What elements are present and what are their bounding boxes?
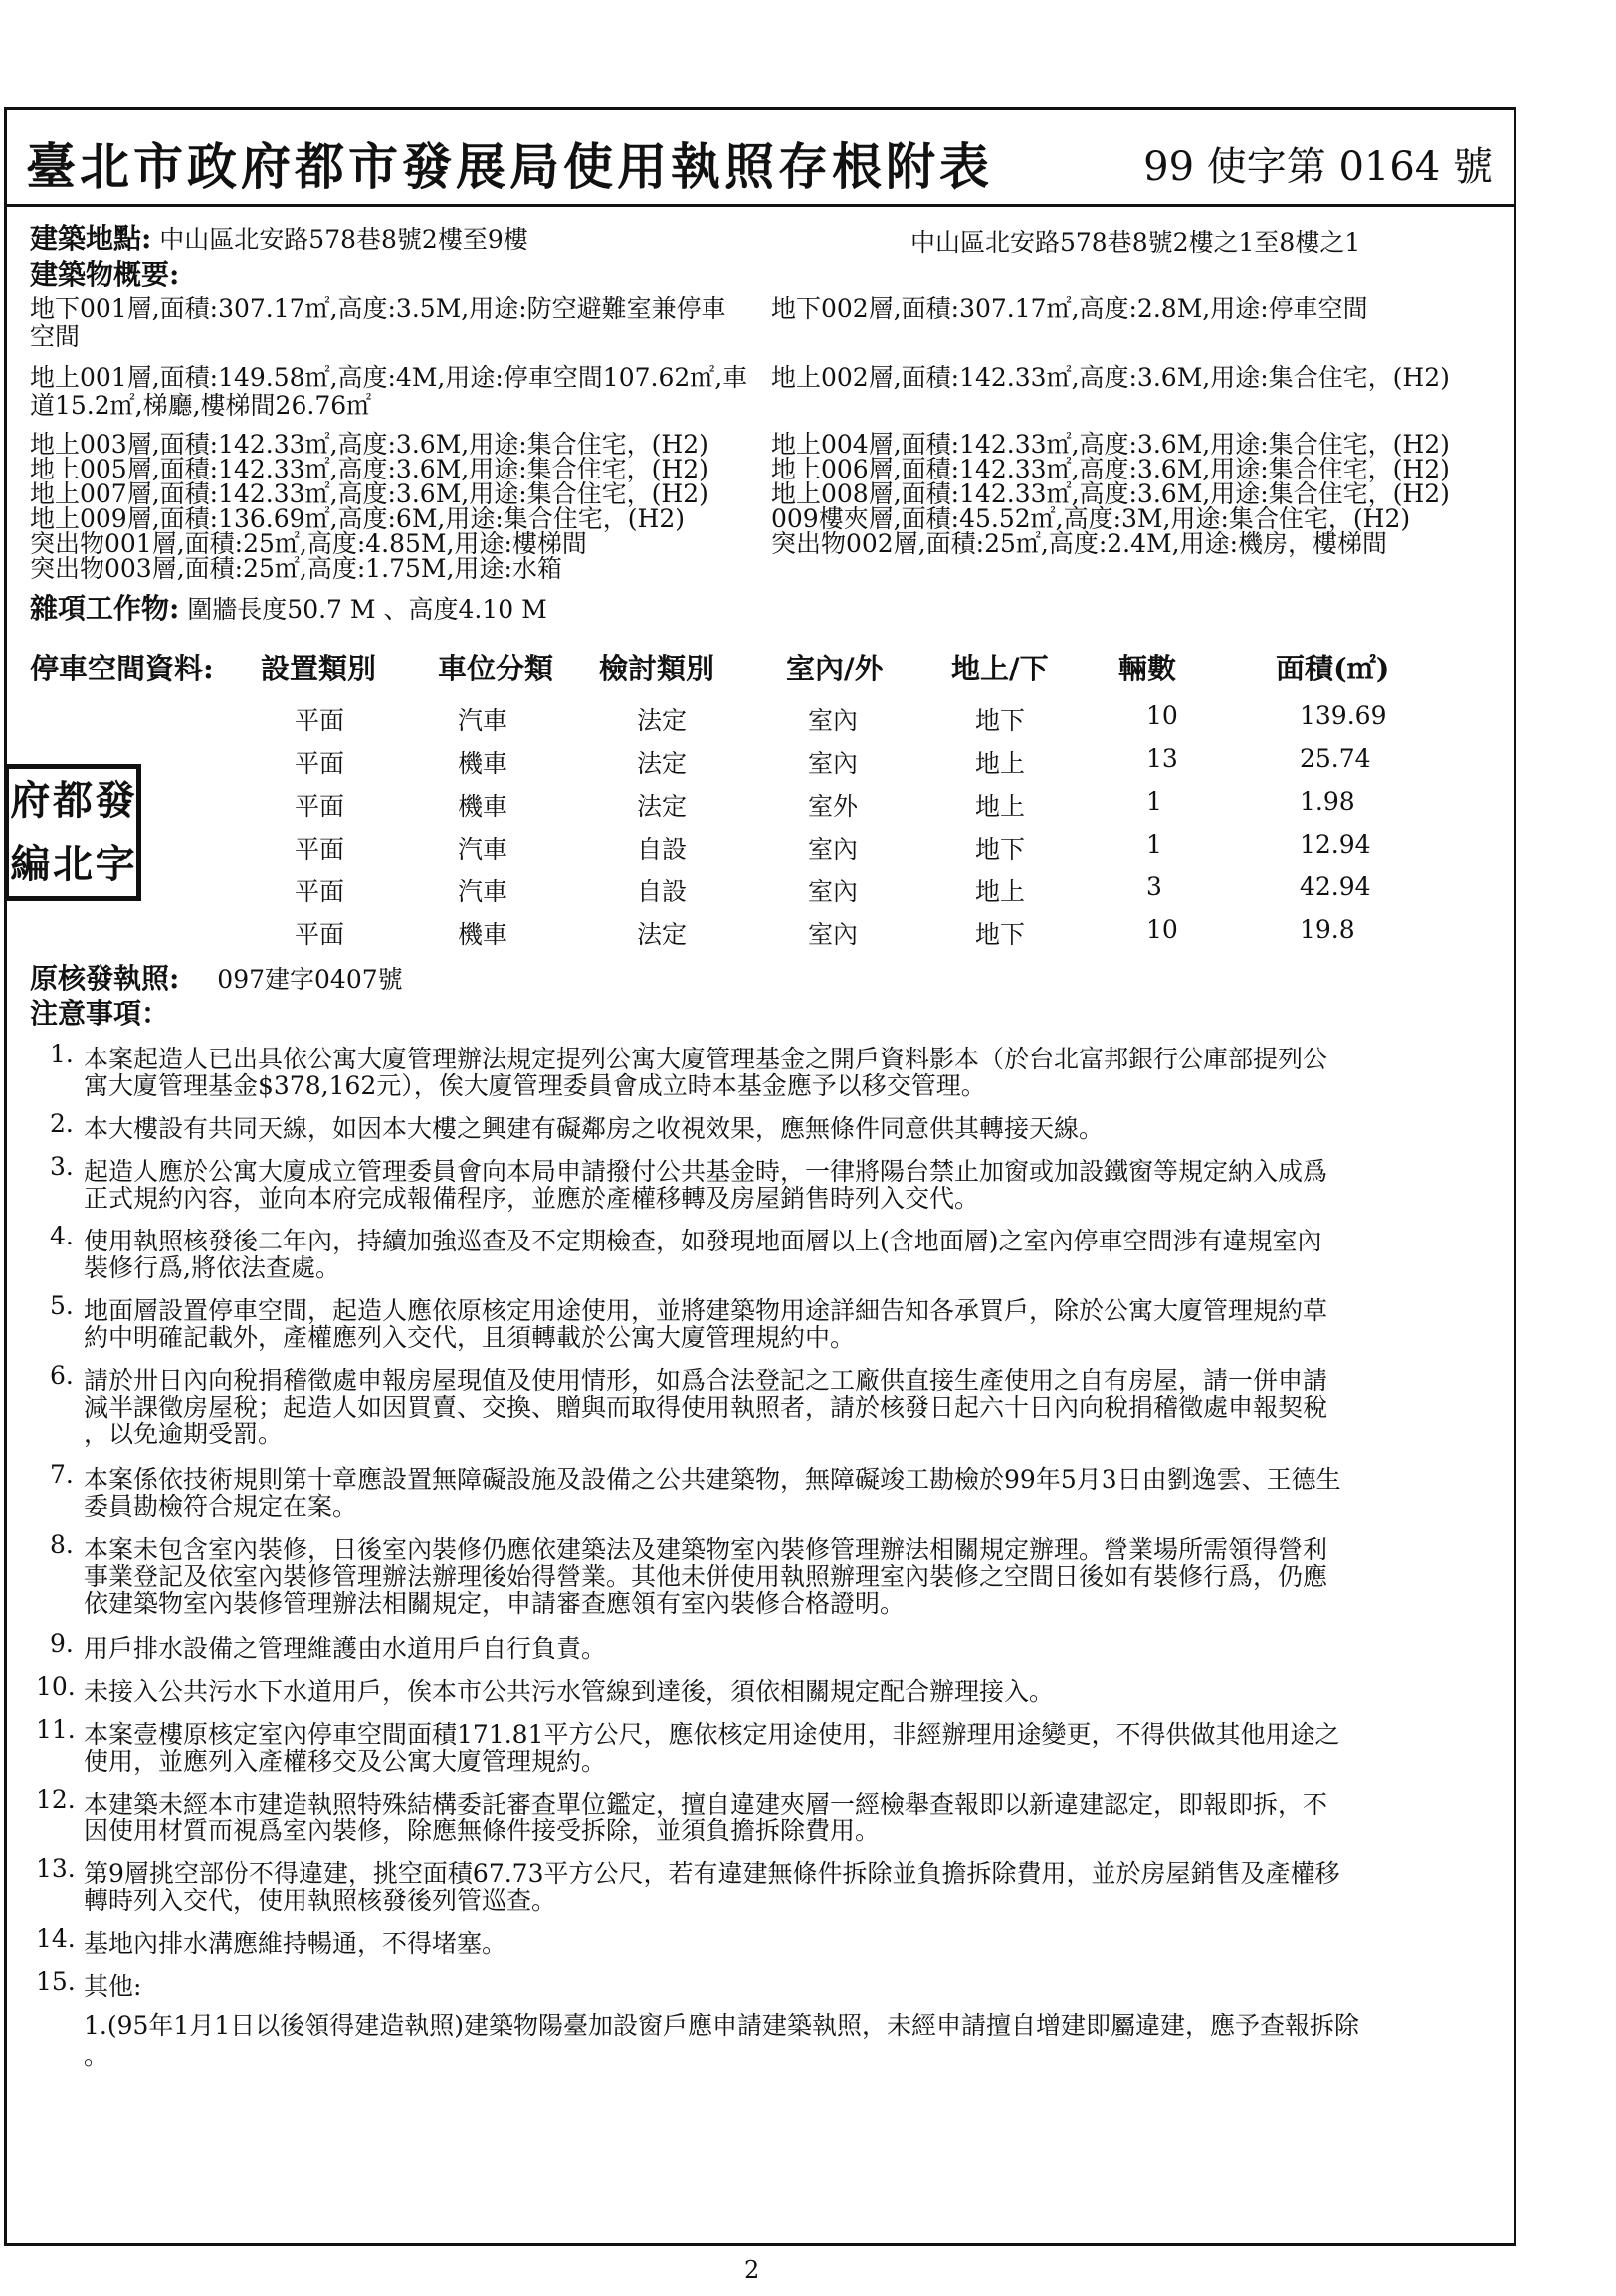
note-text-line: 依建築物室內裝修管理辦法相關規定，申請審查應領有室內裝修合格證明。 <box>84 1589 906 1618</box>
site-address-right: 中山區北安路578巷8號2樓之1至8樓之1 <box>910 228 1361 257</box>
note-number: 15. <box>36 1967 76 1996</box>
parking-cell: 平面 <box>295 749 345 778</box>
overview-line-left: 空間 <box>30 322 81 351</box>
note-text-line: 未接入公共污水下水道用戶，俟本市公共污水管線到達後，須依相關規定配合辦理接入。 <box>84 1677 1055 1706</box>
note-text-line: 本案壹樓原核定室內停車空間面積171.81平方公尺，應依核定用途使用，非經辦理用途變更，不得供做其他用途之 <box>84 1720 1340 1749</box>
parking-cell: 室內 <box>808 749 859 778</box>
parking-cell: 1.98 <box>1300 787 1355 816</box>
parking-cell: 1 <box>1146 830 1162 859</box>
note-number: 10. <box>36 1672 76 1701</box>
note-text-line: 用戶排水設備之管理維護由水道用戶自行負責。 <box>84 1634 607 1663</box>
parking-cell: 地上 <box>975 749 1026 778</box>
parking-cell: 室內 <box>808 835 859 863</box>
parking-cell: 平面 <box>295 920 345 949</box>
parking-cell: 42.94 <box>1300 872 1371 901</box>
note-text-line: 委員勘檢符合規定在案。 <box>84 1492 358 1521</box>
note-number: 14. <box>36 1924 76 1953</box>
overview-line-left: 地上003層,面積:142.33㎡,高度:3.6M,用途:集合住宅，(H2) <box>30 430 708 459</box>
note-number: 4. <box>50 1222 74 1250</box>
note-text-line: 請於卅日內向稅捐稽徵處申報房屋現值及使用情形，如爲合法登記之工廠供直接生產使用之自有房屋，請一併申請 <box>84 1366 1328 1395</box>
note-text-line: 使用，並應列入產權移交及公寓大廈管理規約。 <box>84 1747 607 1776</box>
note-number: 7. <box>50 1460 74 1489</box>
overview-line-right: 地上006層,面積:142.33㎡,高度:3.6M,用途:集合住宅，(H2) <box>771 455 1450 483</box>
note-sub-item: 。 <box>84 2041 109 2070</box>
permit-number: 99 使字第 0164 號 <box>1143 144 1493 190</box>
note-text-line: 裝修行爲,將依法查處。 <box>84 1253 340 1282</box>
parking-header-cell: 面積(㎡) <box>1276 652 1390 685</box>
parking-cell: 室內 <box>808 706 859 735</box>
parking-cell: 地上 <box>975 792 1026 821</box>
parking-cell: 汽車 <box>458 706 508 735</box>
parking-header-cell: 室內/外 <box>786 652 884 685</box>
overview-line-right: 地下002層,面積:307.17㎡,高度:2.8M,用途:停車空間 <box>771 294 1368 323</box>
parking-header-cell: 檢討類別 <box>599 652 715 685</box>
parking-cell: 3 <box>1146 872 1162 901</box>
overview-line-right: 地上002層,面積:142.33㎡,高度:3.6M,用途:集合住宅，(H2) <box>771 363 1450 392</box>
seal-char: 都 <box>52 777 93 824</box>
misc-row <box>30 592 547 625</box>
note-text-line: 減半課徵房屋稅；起造人如因買賣、交換、贈與而取得使用執照者，請於核發日起六十日內向稅捐稽徵處申報契稅 <box>84 1393 1328 1422</box>
parking-cell: 地下 <box>975 835 1026 863</box>
parking-cell: 25.74 <box>1300 744 1371 773</box>
overview-line-right: 地上008層,面積:142.33㎡,高度:3.6M,用途:集合住宅，(H2) <box>771 479 1450 508</box>
overview-label: 建築物概要: <box>30 258 180 290</box>
parking-cell: 法定 <box>637 792 688 821</box>
page-number: 2 <box>744 2256 760 2284</box>
note-text-line: 本案係依技術規則第十章應設置無障礙設施及設備之公共建築物，無障礙竣工勘檢於99年5月3日由劉逸雲、王德生 <box>84 1465 1341 1494</box>
parking-cell: 平面 <box>295 835 345 863</box>
note-text-line: 基地內排水溝應維持暢通，不得堵塞。 <box>84 1929 507 1958</box>
parking-cell: 法定 <box>637 920 688 949</box>
note-text-line: 約中明確記載外，產權應列入交代，且須轉載於公寓大廈管理規約中。 <box>84 1323 856 1352</box>
note-number: 13. <box>36 1854 76 1883</box>
misc-label: 雜項工作物: <box>30 592 180 625</box>
parking-cell: 地上 <box>975 877 1026 906</box>
note-text-line: 本案起造人已出具依公寓大廈管理辦法規定提列公寓大廈管理基金之開戶資料影本（於台北富邦銀行公庫部提列公 <box>84 1045 1328 1073</box>
page-title: 臺北市政府都市發展局使用執照存根附表 <box>26 137 993 196</box>
note-number: 5. <box>50 1291 74 1320</box>
parking-header-cell: 設置類別 <box>261 652 377 685</box>
parking-cell: 自設 <box>637 877 688 906</box>
parking-cell: 自設 <box>637 835 688 863</box>
note-text-line: 本案未包含室內裝修，日後室內裝修仍應依建築法及建築物室內裝修管理辦法相關規定辦理。營業場所需領得營利 <box>84 1535 1328 1564</box>
seal-char: 發 <box>95 777 135 824</box>
note-number: 9. <box>50 1629 74 1658</box>
overview-line-left: 突出物003層,面積:25㎡,高度:1.75M,用途:水箱 <box>30 554 562 583</box>
parking-cell: 13 <box>1146 744 1178 773</box>
overview-line-left: 地上007層,面積:142.33㎡,高度:3.6M,用途:集合住宅，(H2) <box>30 479 708 508</box>
overview-line-left: 地上009層,面積:136.69㎡,高度:6M,用途:集合住宅，(H2) <box>30 504 686 533</box>
parking-cell: 地下 <box>975 920 1026 949</box>
note-number: 8. <box>50 1530 74 1559</box>
note-number: 12. <box>36 1785 76 1814</box>
original-permit-value: 097建字0407號 <box>217 965 403 994</box>
parking-cell: 室外 <box>808 792 859 821</box>
overview-line-left: 道15.2㎡,梯廳,樓梯間26.76㎡ <box>30 391 372 420</box>
parking-cell: 1 <box>1146 787 1162 816</box>
parking-cell: 平面 <box>295 706 345 735</box>
parking-header-cell: 車位分類 <box>438 652 554 685</box>
note-text-line: 因使用材質而視爲室內裝修，除應無條件接受拆除，並須負擔拆除費用。 <box>84 1817 881 1845</box>
overview-line-left: 突出物001層,面積:25㎡,高度:4.85M,用途:樓梯間 <box>30 529 587 558</box>
parking-cell: 10 <box>1146 915 1178 944</box>
note-text-line: ，以免逾期受罰。 <box>84 1420 284 1448</box>
note-text-line: 使用執照核發後二年內，持續加強巡查及不定期檢查，如發現地面層以上(含地面層)之室內停車空間涉有違規室內 <box>84 1227 1322 1255</box>
parking-cell: 汽車 <box>458 877 508 906</box>
parking-label: 停車空間資料: <box>30 652 214 685</box>
parking-cell: 平面 <box>295 877 345 906</box>
note-sub-item: 1.(95年1月1日以後領得建造執照)建築物陽臺加設窗戶應申請建築執照，未經申請擅自增建即屬違建，應予查報拆除 <box>84 2011 1359 2040</box>
seal-char: 北 <box>52 841 93 887</box>
note-text-line: 事業登記及依室內裝修管理辦法辦理後始得營業。其他未併使用執照辦理室內裝修之空間日後如有裝修行爲，仍應 <box>84 1562 1328 1591</box>
note-number: 6. <box>50 1361 74 1390</box>
title-bar <box>4 107 1516 207</box>
parking-cell: 機車 <box>458 920 508 949</box>
parking-cell: 室內 <box>808 877 859 906</box>
note-number: 11. <box>36 1715 76 1744</box>
note-text-line: 本大樓設有共同天線，如因本大樓之興建有礙鄰房之收視效果，應無條件同意供其轉接天線。 <box>84 1114 1105 1143</box>
note-number: 3. <box>50 1152 74 1181</box>
note-text-line: 本建築未經本市建造執照特殊結構委託審查單位鑑定，擅自違建夾層一經檢舉查報即以新違建認定，即報即拆，不 <box>84 1790 1328 1818</box>
overview-line-left: 地上005層,面積:142.33㎡,高度:3.6M,用途:集合住宅，(H2) <box>30 455 708 483</box>
site-row <box>30 222 528 255</box>
note-number: 1. <box>50 1040 74 1068</box>
seal-char: 字 <box>95 841 135 887</box>
seal-char: 編 <box>10 841 51 887</box>
overview-line-left: 地上001層,面積:149.58㎡,高度:4M,用途:停車空間107.62㎡,車 <box>30 363 748 392</box>
parking-header-cell: 地上/下 <box>951 652 1049 685</box>
parking-cell: 地下 <box>975 706 1026 735</box>
original-permit-row <box>30 962 403 995</box>
site-label: 建築地點: <box>30 222 152 255</box>
misc-value: 圍牆長度50.7 M 、高度4.10 M <box>187 595 547 624</box>
parking-cell: 機車 <box>458 792 508 821</box>
original-permit-label: 原核發執照: <box>30 962 180 995</box>
notes-label: 注意事項： <box>30 997 170 1030</box>
note-text-line: 轉時列入交代，使用執照核發後列管巡查。 <box>84 1886 557 1915</box>
parking-cell: 139.69 <box>1300 701 1387 730</box>
overview-line-right: 突出物002層,面積:25㎡,高度:2.4M,用途:機房，樓梯間 <box>771 529 1387 558</box>
parking-cell: 10 <box>1146 701 1178 730</box>
note-text-line: 第9層挑空部份不得違建，挑空面積67.73平方公尺，若有違建無條件拆除並負擔拆除費用，並於房屋銷售及產權移 <box>84 1859 1340 1888</box>
site-address-left: 中山區北安路578巷8號2樓至9樓 <box>159 225 528 254</box>
parking-cell: 汽車 <box>458 835 508 863</box>
parking-cell: 機車 <box>458 749 508 778</box>
parking-cell: 12.94 <box>1300 830 1371 859</box>
note-text-line: 其他: <box>84 1972 142 2001</box>
parking-header-cell: 輛數 <box>1118 652 1177 685</box>
parking-cell: 19.8 <box>1300 915 1355 944</box>
official-seal <box>4 764 141 901</box>
note-text-line: 寓大廈管理基金$378,162元），俟大廈管理委員會成立時本基金應予以移交管理。 <box>84 1071 986 1100</box>
parking-cell: 平面 <box>295 792 345 821</box>
overview-line-left: 地下001層,面積:307.17㎡,高度:3.5M,用途:防空避難室兼停車 <box>30 294 726 323</box>
seal-char: 府 <box>10 777 51 824</box>
note-text-line: 起造人應於公寓大廈成立管理委員會向本局申請撥付公共基金時，一律將陽台禁止加窗或加設鐵窗等規定納入成爲 <box>84 1157 1328 1186</box>
parking-cell: 室內 <box>808 920 859 949</box>
note-number: 2. <box>50 1109 74 1138</box>
parking-cell: 法定 <box>637 706 688 735</box>
overview-line-right: 地上004層,面積:142.33㎡,高度:3.6M,用途:集合住宅，(H2) <box>771 430 1450 459</box>
parking-cell: 法定 <box>637 749 688 778</box>
note-text-line: 正式規約內容，並向本府完成報備程序，並應於產權移轉及房屋銷售時列入交代。 <box>84 1184 980 1213</box>
overview-line-right: 009樓夾層,面積:45.52㎡,高度:3M,用途:集合住宅，(H2) <box>771 504 1411 533</box>
note-text-line: 地面層設置停車空間，起造人應依原核定用途使用，並將建築物用途詳細告知各承買戶，除於公寓大廈管理規約草 <box>84 1296 1328 1325</box>
